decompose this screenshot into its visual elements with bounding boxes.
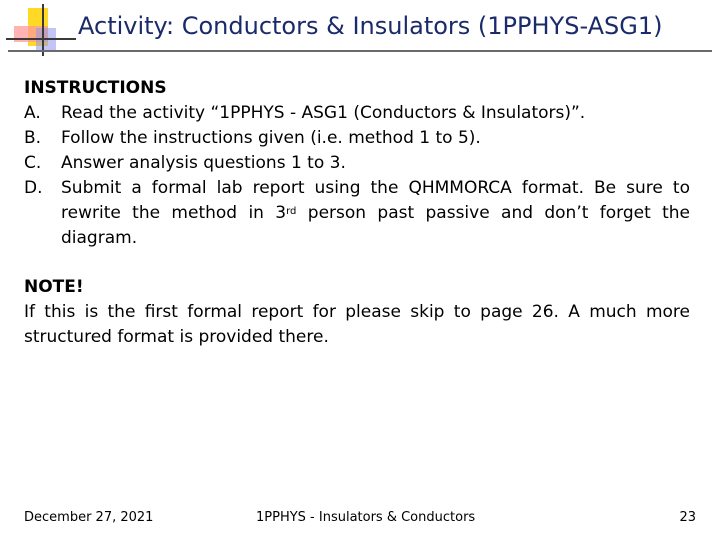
instructions-heading: INSTRUCTIONS (24, 78, 167, 98)
decor-horizontal-line (6, 38, 76, 40)
list-item-text: Answer analysis questions 1 to 3. (61, 153, 346, 173)
ordinal-superscript: rd (286, 206, 297, 217)
list-item-text-part: person past passive and don’t forget the diagram. (61, 203, 691, 248)
list-item (24, 176, 690, 251)
footer-title: 1PPHYS - Insulators & Conductors (256, 510, 476, 525)
decor-vertical-line (42, 4, 44, 56)
list-marker: D. (24, 178, 43, 198)
list-marker: C. (24, 153, 42, 173)
slide-title: Activity: Conductors & Insulators (1PPHYS-ASG1) (78, 12, 663, 40)
list-marker: B. (24, 128, 42, 148)
note-section (24, 275, 690, 350)
list-item-text-part: Submit a formal lab report using the QHMMORCA format. Be sure to rewrite the method in 3 (61, 178, 690, 223)
list-item (24, 101, 690, 126)
page-number: 23 (679, 510, 696, 525)
title-divider (8, 50, 712, 52)
note-heading: NOTE! (24, 277, 84, 297)
list-item-text (61, 176, 690, 251)
footer-date: December 27, 2021 (24, 510, 154, 525)
list-item-text: Read the activity “1PPHYS - ASG1 (Conductors & Insulators)”. (61, 103, 586, 123)
note-body: If this is the first formal report for please skip to page 26. A much more structured format is provided there. (24, 302, 690, 347)
list-marker: A. (24, 103, 41, 123)
list-item-text: Follow the instructions given (i.e. method 1 to 5). (61, 128, 481, 148)
list-item (24, 126, 690, 151)
slide-body (24, 76, 690, 350)
list-item (24, 151, 690, 176)
